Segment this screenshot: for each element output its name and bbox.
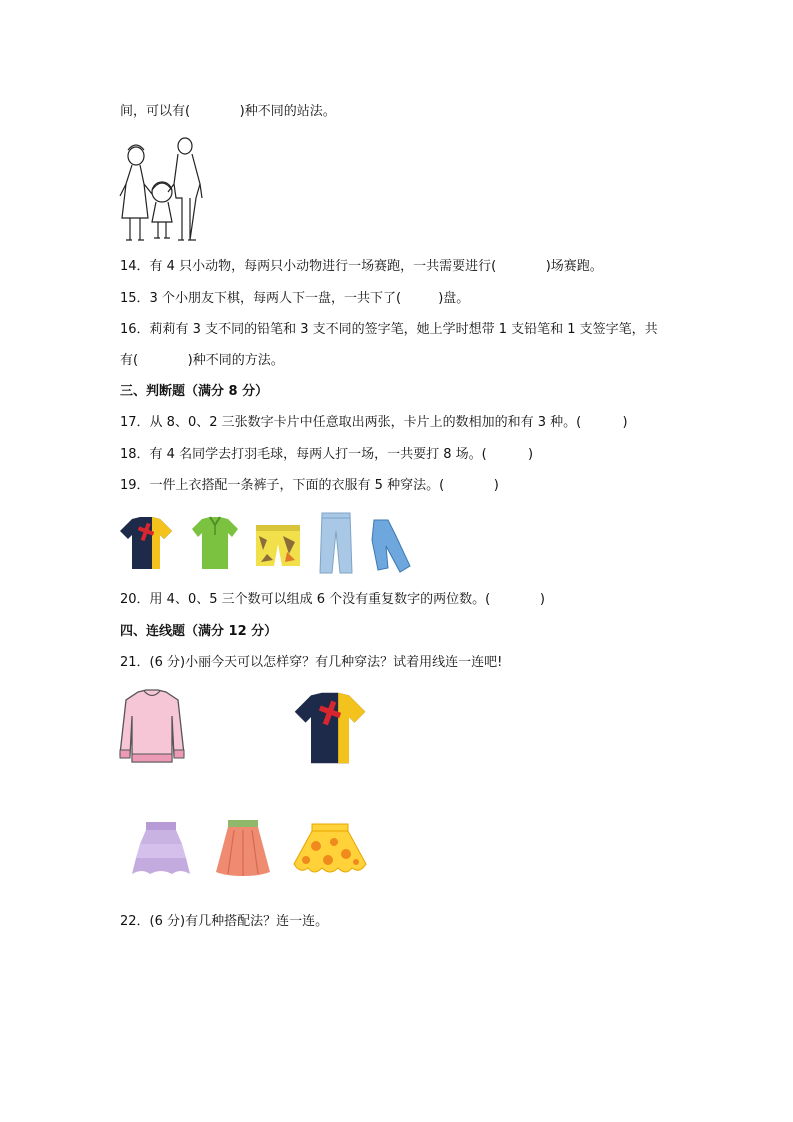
question-20: 20．用 4、0、5 三个数可以组成 6 个没有重复数字的两位数。( ) bbox=[120, 592, 545, 607]
question-16: 16．莉莉有 3 支不同的铅笔和 3 支不同的签字笔，她上学时想带 1 支铅笔和 1 支签字笔，共 bbox=[120, 322, 658, 337]
question-14: 14．有 4 只小动物，每两只小动物进行一场赛跑，一共需要进行( )场赛跑。 bbox=[120, 259, 603, 274]
question-16-continued: 有( )种不同的方法。 bbox=[120, 353, 284, 368]
polo-shirt-icon bbox=[190, 515, 240, 571]
sweater-icon bbox=[118, 688, 186, 770]
family-illustration bbox=[118, 136, 204, 246]
section-heading-matching: 四、连线题（满分 12 分） bbox=[120, 624, 278, 639]
tshirt-cross-icon bbox=[118, 515, 174, 571]
jeans-icon bbox=[318, 511, 354, 575]
tutu-skirt-icon bbox=[130, 820, 192, 878]
q13-continuation: 间，可以有( )种不同的站法。 bbox=[120, 104, 336, 119]
jeans-icon bbox=[370, 518, 412, 574]
question-18: 18．有 4 名同学去打羽毛球，每两人打一场，一共要打 8 场。( ) bbox=[120, 447, 534, 462]
polka-skirt-icon bbox=[292, 822, 368, 878]
question-15: 15．3 个小朋友下棋，每两人下一盘，一共下了( )盘。 bbox=[120, 291, 470, 306]
question-17: 17．从 8、0、2 三张数字卡片中任意取出两张，卡片上的数相加的和有 3 种。( ) bbox=[120, 415, 628, 430]
section-heading-judgement: 三、判断题（满分 8 分） bbox=[120, 384, 269, 399]
question-22: 22．(6 分)有几种搭配法？连一连。 bbox=[120, 914, 329, 929]
shorts-icon bbox=[253, 522, 303, 572]
question-19: 19．一件上衣搭配一条裤子，下面的衣服有 5 种穿法。( ) bbox=[120, 478, 499, 493]
question-21: 21．(6 分)小丽今天可以怎样穿？有几种穿法？试着用线连一连吧! bbox=[120, 655, 503, 670]
pleated-skirt-icon bbox=[214, 818, 272, 878]
tshirt-cross-icon bbox=[292, 688, 368, 768]
